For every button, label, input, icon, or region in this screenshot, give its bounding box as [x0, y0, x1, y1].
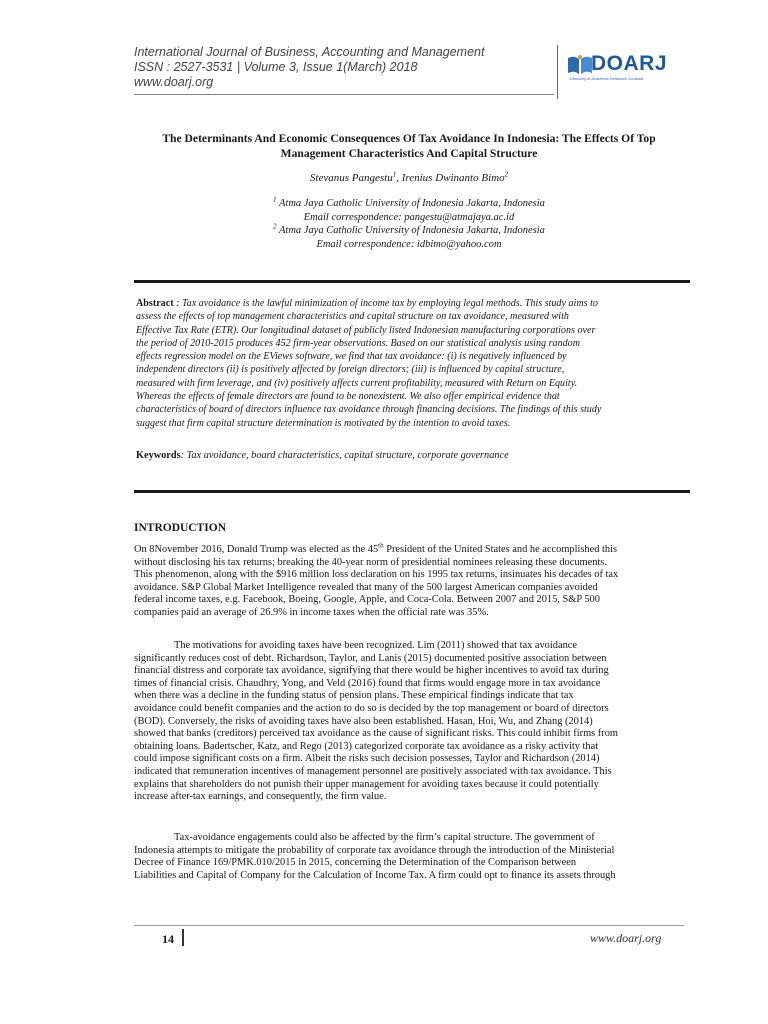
affiliation-2 [134, 224, 684, 238]
para-line: without disclosing his tax returns; breaking the 40-year norm of presidential nominees releasing these documents. [134, 556, 607, 568]
footer-url[interactable]: www.doarj.org [590, 931, 662, 945]
para-line: President of the United States and he accomplished this [383, 544, 618, 555]
para-line: Tax-avoidance engagements could also be affected by the firm’s capital structure. The government of [174, 832, 595, 843]
abstract-line: effects regression model on the EViews software, we find that tax avoidance: (i) is negatively influenced by [136, 351, 567, 363]
journal-url[interactable]: www.doarj.org [134, 75, 214, 89]
keywords-label: Keywords [136, 450, 181, 461]
affil-2-text: Atma Jaya Catholic University of Indonesia Jakarta, Indonesia [276, 225, 545, 236]
paragraph-3 [134, 832, 684, 882]
header-rule [134, 94, 554, 95]
para-line: times of financial crisis. Chaudhry, Yong, and Veld (2016) found that firms would engage more in tax avoidance [134, 677, 601, 689]
abstract [136, 297, 689, 430]
para-line: (BOD). Conversely, the risks of avoiding taxes have also been established. Hasan, Hoi, Wu, and Zhang (2014) [134, 715, 593, 727]
affiliations [134, 197, 684, 251]
para-line: avoidance could benefit companies and the action to do so is decided by the top management or board of directors [134, 702, 609, 714]
logo-subtitle: Directory of Academic Research Journals [570, 76, 644, 81]
para-line: explains that shareholders do not punish their upper management for avoiding taxes because it could potentially [134, 778, 599, 790]
para-line: could impose significant costs on a firm. Albeit the risks such decision possesses, Taylor and Richardson (2014) [134, 753, 600, 765]
header-divider [557, 45, 558, 99]
footer-rule [134, 925, 684, 926]
paragraph-1 [134, 541, 684, 620]
author-1-sup: 1 [392, 170, 397, 179]
para-line: obtaining loans. Badertscher, Katz, and Rego (2013) categorized corporate tax avoidance as a risky activity that [134, 740, 599, 752]
abstract-line: Effective Tax Rate (ETR). Our longitudinal dataset of publicly listed Indonesian manufacturing corporations over [136, 324, 596, 336]
abstract-line: Whereas the effects of female directors are found to be nonexistent. We also offer empirical evidence that [136, 391, 560, 403]
title-line-2: Management Characteristics And Capital Structure [280, 147, 538, 160]
affil-1-sup: 1 [273, 195, 277, 204]
para-line: increase after-tax earnings, and consequently, the firm value. [134, 791, 387, 803]
para-line: significantly reduces cost of debt. Richardson, Taylor, and Lanis (2015) documented positive association between [134, 652, 607, 664]
para-line: This phenomenon, along with the $916 million loss declaration on his 1995 tax returns, insinuates his decades of tax [134, 569, 619, 581]
para-line: Indonesia attempts to mitigate the probability of corporate tax avoidance through the introduction of the Ministerial [134, 844, 615, 856]
para-line: when there was a decline in the funding status of pension plans. These empirical findings indicate that tax [134, 690, 574, 702]
journal-issn: ISSN : 2527-3531 | Volume 3, Issue 1(March) 2018 [134, 60, 418, 74]
abstract-line: the period of 2010-2015 produces 452 firm-year observations. Based on our statistical analysis using random [136, 337, 581, 349]
journal-name: International Journal of Business, Accounting and Management [134, 45, 485, 59]
affil-2-sup: 2 [273, 222, 277, 231]
title-line-1: The Determinants And Economic Consequences Of Tax Avoidance In Indonesia: The Effects Of Top [162, 132, 656, 145]
keywords-text: : Tax avoidance, board characteristics, capital structure, corporate governance [180, 450, 509, 461]
paper-title [134, 131, 684, 161]
para-line: financial distress and corporate tax avoidance, signifying that there would be higher incentives to avoid tax during [134, 665, 609, 677]
paragraph-2 [134, 640, 684, 804]
affiliation-1 [134, 197, 684, 211]
abstract-line: measured with firm leverage, and (iv) positively affects current profitability, measured with Return on Equity. [136, 377, 578, 389]
author-2: , Irenius Dwinanto Bimo [396, 172, 505, 184]
para-line: The motivations for avoiding taxes have been recognized. Lim (2011) showed that tax avoidance [174, 640, 577, 651]
abstract-line: characteristics of board of directors influence tax avoidance through financing decisions. The findings of this study [136, 404, 602, 416]
affil-1-text: Atma Jaya Catholic University of Indonesia Jakarta, Indonesia [276, 198, 545, 209]
abstract-line: suggest that firm capital structure determination is motivated by the intention to avoid taxes. [136, 417, 511, 429]
page-number: 14 [162, 932, 174, 946]
author-1: Stevanus Pangestu [309, 172, 393, 184]
page-number-bar [182, 929, 184, 946]
email-2[interactable]: Email correspondence: idbimo@yahoo.com [316, 238, 502, 250]
author-2-sup: 2 [504, 170, 509, 179]
para-line: indicated that remuneration incentives of management personnel are positively associated with tax avoidance. This [134, 765, 612, 777]
keywords [136, 450, 689, 461]
para-line: companies paid an average of 26.9% in income taxes when the official rate was 35%. [134, 606, 489, 618]
para-line: Decree of Finance 169/PMK.010/2015 in 2015, concerning the Determination of the Comparison between [134, 857, 577, 869]
para-line: federal income taxes, e.g. Facebook, Boeing, Google, Apple, and Coca-Cola. Between 2007 and 2015, S&P 500 [134, 594, 600, 606]
para-line: On 8November 2016, Donald Trump was elected as the 45 [134, 544, 379, 555]
authors [134, 172, 684, 184]
book-icon [566, 54, 594, 76]
journal-header [134, 45, 484, 90]
section-heading: INTRODUCTION [134, 522, 227, 534]
logo-text: DOARJ [591, 52, 668, 75]
abstract-bottom-rule [134, 490, 690, 493]
abstract-top-rule [134, 280, 690, 283]
para-line: showed that banks (creditors) perceived tax avoidance as the cause of significant risks. This could inhibit firms from [134, 728, 618, 740]
abstract-line: assess the effects of top management characteristics and capital structure on tax avoidance, measured with [136, 311, 569, 323]
para-line: avoidance. S&P Global Market Intelligence revealed that many of the 500 largest American companies avoided [134, 581, 598, 593]
abstract-line: : Tax avoidance is the lawful minimization of income tax by employing legal methods. This study aims to [173, 298, 598, 309]
abstract-line: independent directors (ii) is positively affected by foreign directors; (iii) is influenced by capital structure, [136, 364, 565, 376]
abstract-label: Abstract [136, 298, 174, 309]
para-line: Liabilities and Capital of Company for the Calculation of Income Tax. A firm could opt to finance its assets through [134, 869, 616, 881]
email-1[interactable]: Email correspondence: pangestu@atmajaya.ac.id [303, 211, 515, 223]
doarj-logo [566, 52, 681, 82]
ordinal-sup: th [378, 541, 384, 550]
